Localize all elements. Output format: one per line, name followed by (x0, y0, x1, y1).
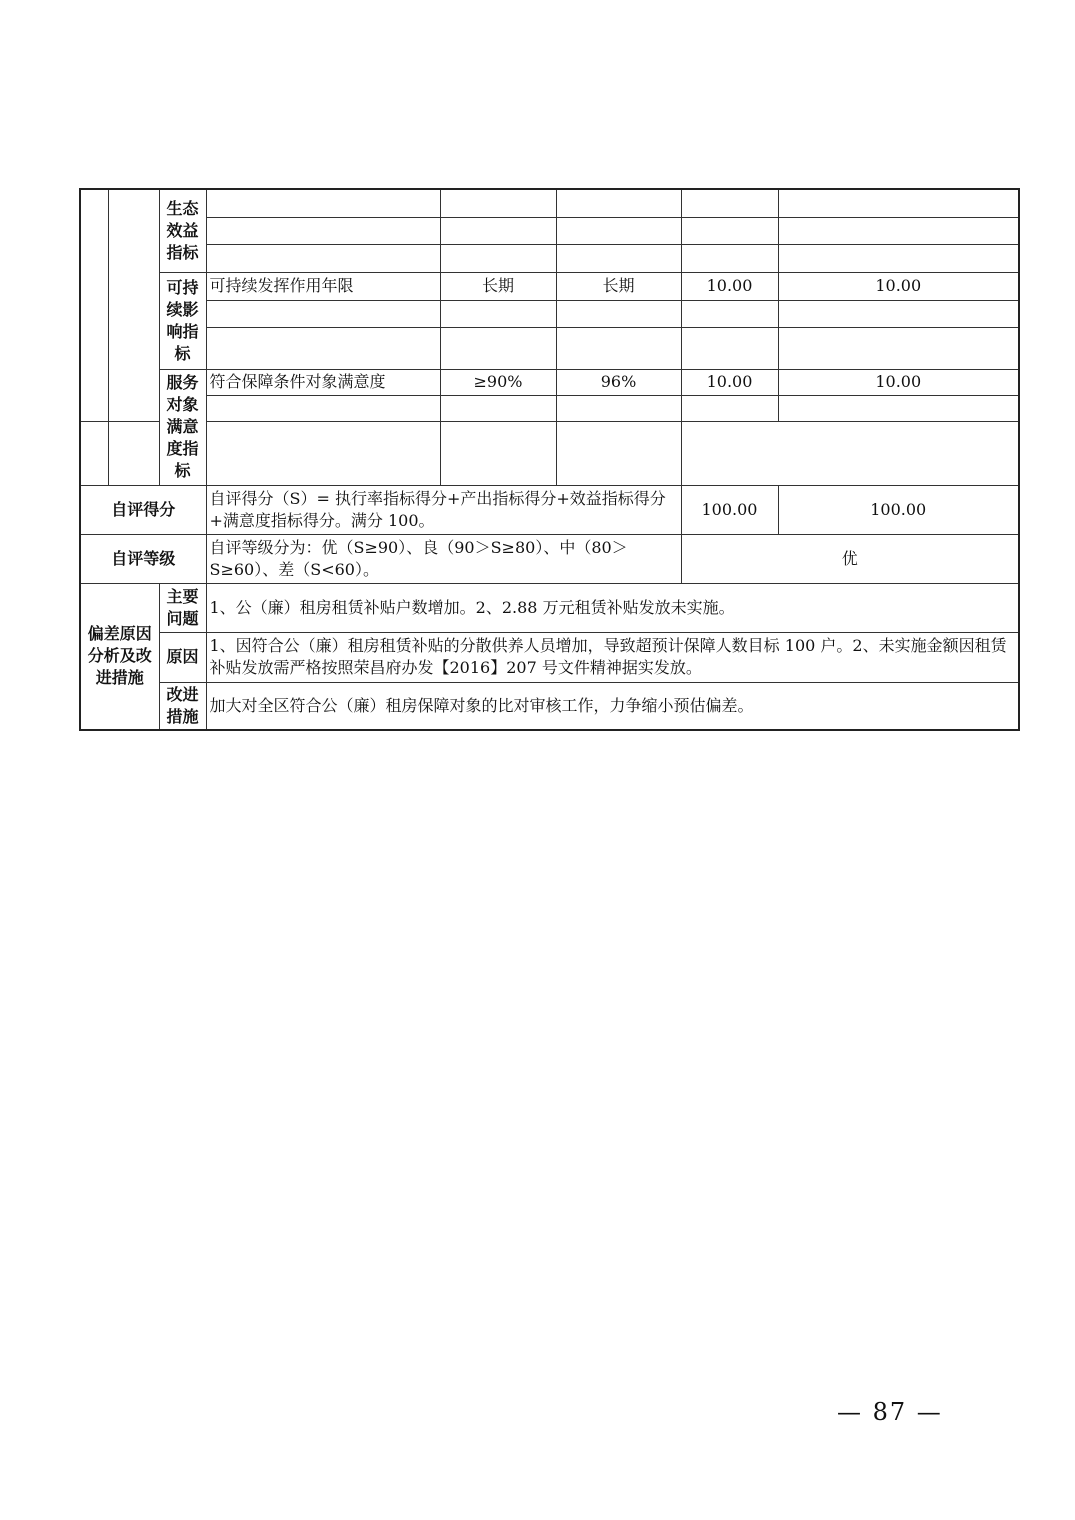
service-indicator: 符合保障条件对象满意度 (206, 369, 440, 395)
service-target: ≥90% (440, 369, 556, 395)
sustain-actual: 长期 (556, 272, 681, 300)
improve-text: 加大对全区符合公（廉）租房保障对象的比对审核工作，力争缩小预估偏差。 (206, 682, 1019, 730)
service-actual: 96% (556, 369, 681, 395)
reason-text: 1、因符合公（廉）租房租赁补贴的分散供养人员增加，导致超预计保障人数目标 100 户。2、未实施金额因租赁补贴发放需严格按照荣昌府办发【2016】207 号文件精神据实发放。 (206, 632, 1019, 682)
performance-table (79, 188, 1020, 731)
main-issue-label: 主要问题 (159, 583, 206, 632)
indicator-col-1 (80, 189, 108, 421)
reason-label: 原因 (159, 632, 206, 682)
self-grade-rule: 自评等级分为：优（S≥90）、良（90＞S≥80）、中（80＞S≥60）、差（S<60）。 (206, 534, 681, 583)
self-score-weight: 100.00 (681, 485, 778, 534)
sustain-indicator: 可持续发挥作用年限 (206, 272, 440, 300)
sustain-target: 长期 (440, 272, 556, 300)
self-score-label: 自评得分 (80, 485, 206, 534)
self-score-value: 100.00 (778, 485, 1019, 534)
improve-label: 改进措施 (159, 682, 206, 730)
indicator-col-2 (108, 189, 159, 421)
main-issue-text: 1、公（廉）租房租赁补贴户数增加。2、2.88 万元租赁补贴发放未实施。 (206, 583, 1019, 632)
self-grade-value: 优 (681, 534, 1019, 583)
service-score: 10.00 (778, 369, 1019, 395)
sustain-indicator-label: 可持续影响指标 (159, 272, 206, 369)
sustain-score: 10.00 (778, 272, 1019, 300)
ecology-indicator-label: 生态效益指标 (159, 189, 206, 272)
self-grade-label: 自评等级 (80, 534, 206, 583)
sustain-weight: 10.00 (681, 272, 778, 300)
service-weight: 10.00 (681, 369, 778, 395)
service-satisfaction-label: 服务对象满意度指标 (159, 369, 206, 485)
deviation-label: 偏差原因分析及改进措施 (80, 583, 159, 730)
self-score-formula: 自评得分（S）= 执行率指标得分+产出指标得分+效益指标得分+满意度指标得分。满分 100。 (206, 485, 681, 534)
page-number: — 87 — (837, 1398, 943, 1426)
